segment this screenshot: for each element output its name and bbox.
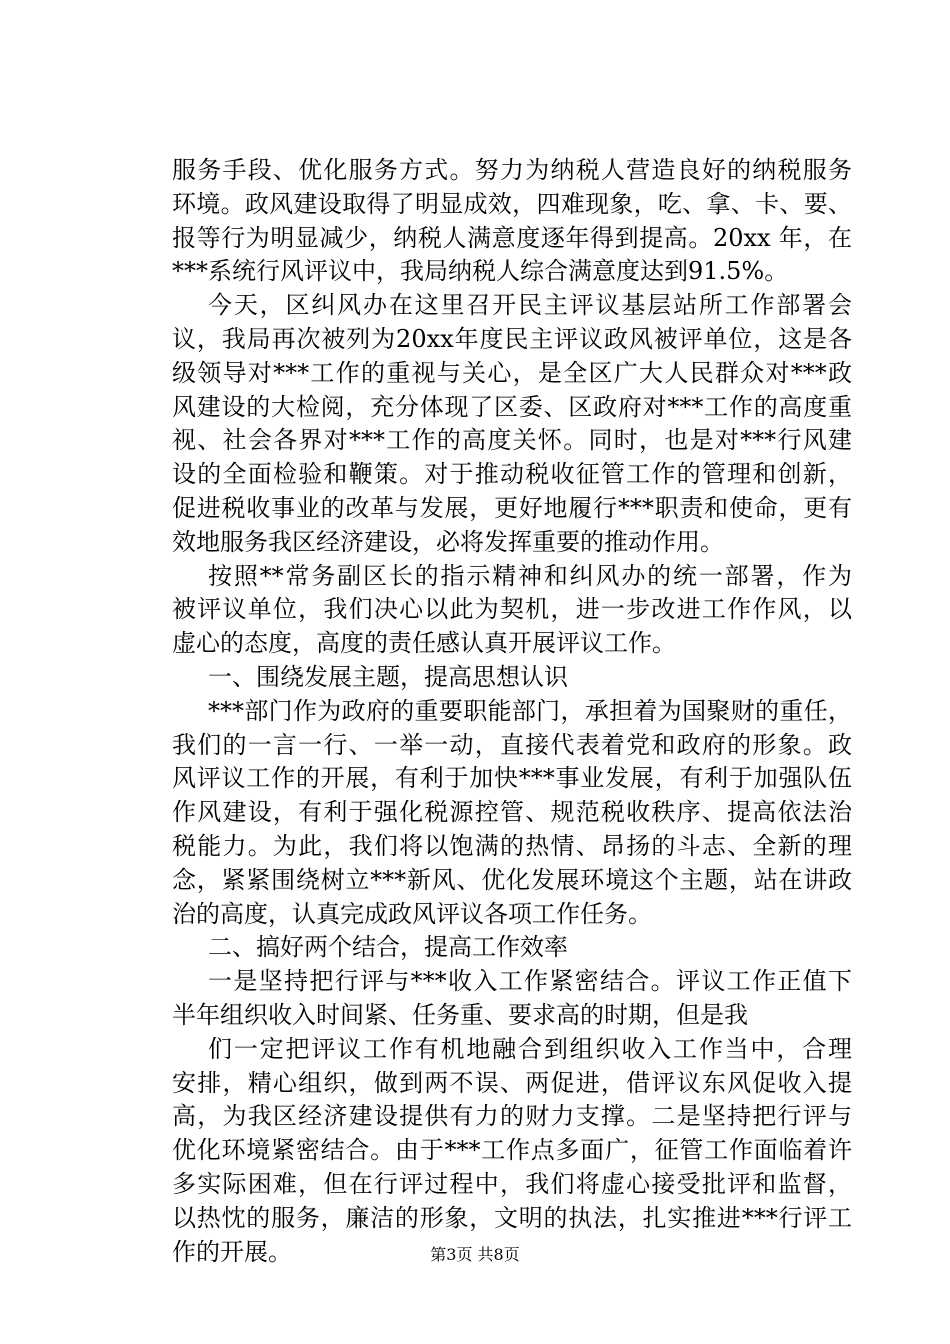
text-line: 优化环境紧密结合。由于***工作点多面广，征管工作面临着许 (172, 1136, 852, 1165)
text-line: 环境。政风建设取得了明显成效，四难现象，吃、拿、卡、要、 (172, 189, 852, 218)
text-line: ***系统行风评议中，我局纳税人综合满意度达到91.5%。 (172, 257, 789, 286)
text-line: 虚心的态度，高度的责任感认真开展评议工作。 (172, 629, 676, 658)
text-line: 作的开展。 (172, 1237, 292, 1266)
text-line: 级领导对***工作的重视与关心，是全区广大人民群众对***政 (172, 358, 852, 387)
text-line: 念，紧紧围绕树立***新风、优化发展环境这个主题，站在讲政 (172, 865, 852, 894)
text-line: 促进税收事业的改革与发展，更好地履行***职责和使命，更有 (172, 493, 852, 522)
page-number-label: 第3页 共8页 (430, 1245, 520, 1264)
text-line: 作风建设，有利于强化税源控管、规范税收秩序、提高依法治 (172, 798, 852, 827)
text-line: ***部门作为政府的重要职能部门，承担着为国聚财的重任， (208, 696, 852, 725)
text-line: 一、围绕发展主题，提高思想认识 (208, 662, 568, 691)
text-line: 服务手段、优化服务方式。努力为纳税人营造良好的纳税服务 (172, 156, 852, 184)
text-line: 税能力。为此，我们将以饱满的热情、昂扬的斗志、全新的理 (172, 831, 852, 860)
text-line: 高，为我区经济建设提供有力的财力支撑。二是坚持把行评与 (172, 1102, 852, 1131)
text-line: 一是坚持把行评与***收入工作紧密结合。评议工作正值下 (208, 967, 852, 996)
text-line: 多实际困难，但在行评过程中，我们将虚心接受批评和监督， (172, 1169, 852, 1198)
document-body (172, 154, 852, 1269)
text-line: 风建设的大检阅，充分体现了区委、区政府对***工作的高度重 (172, 392, 852, 421)
text-line: 议，我局再次被列为20xx年度民主评议政风被评单位，这是各 (172, 324, 852, 353)
text-line: 报等行为明显减少，纳税人满意度逐年得到提高。20xx 年，在 (172, 223, 852, 252)
text-line: 设的全面检验和鞭策。对于推动税收征管工作的管理和创新， (172, 460, 852, 489)
text-line: 风评议工作的开展，有利于加快***事业发展，有利于加强队伍 (172, 764, 852, 793)
text-line: 安排，精心组织，做到两不误、两促进，借评议东风促收入提 (172, 1068, 852, 1097)
text-line: 二、搞好两个结合，提高工作效率 (208, 933, 568, 962)
text-line: 视、社会各界对***工作的高度关怀。同时，也是对***行风建 (172, 426, 852, 455)
text-line: 被评议单位，我们决心以此为契机，进一步改进工作作风，以 (172, 595, 852, 624)
text-line: 治的高度，认真完成政风评议各项工作任务。 (172, 899, 652, 928)
text-line: 我们的一言一行、一举一动，直接代表着党和政府的形象。政 (172, 730, 852, 759)
text-line: 半年组织收入时间紧、任务重、要求高的时期，但是我 (172, 1000, 748, 1029)
page-footer (0, 1242, 950, 1265)
text-line: 效地服务我区经济建设，必将发挥重要的推动作用。 (172, 527, 724, 556)
text-line: 以热忱的服务，廉洁的形象，文明的执法，扎实推进***行评工 (172, 1203, 852, 1232)
text-line: 今天，区纠风办在这里召开民主评议基层站所工作部署会 (208, 291, 852, 320)
text-line: 们一定把评议工作有机地融合到组织收入工作当中，合理 (208, 1034, 852, 1063)
text-line: 按照**常务副区长的指示精神和纠风办的统一部署，作为 (208, 561, 852, 590)
